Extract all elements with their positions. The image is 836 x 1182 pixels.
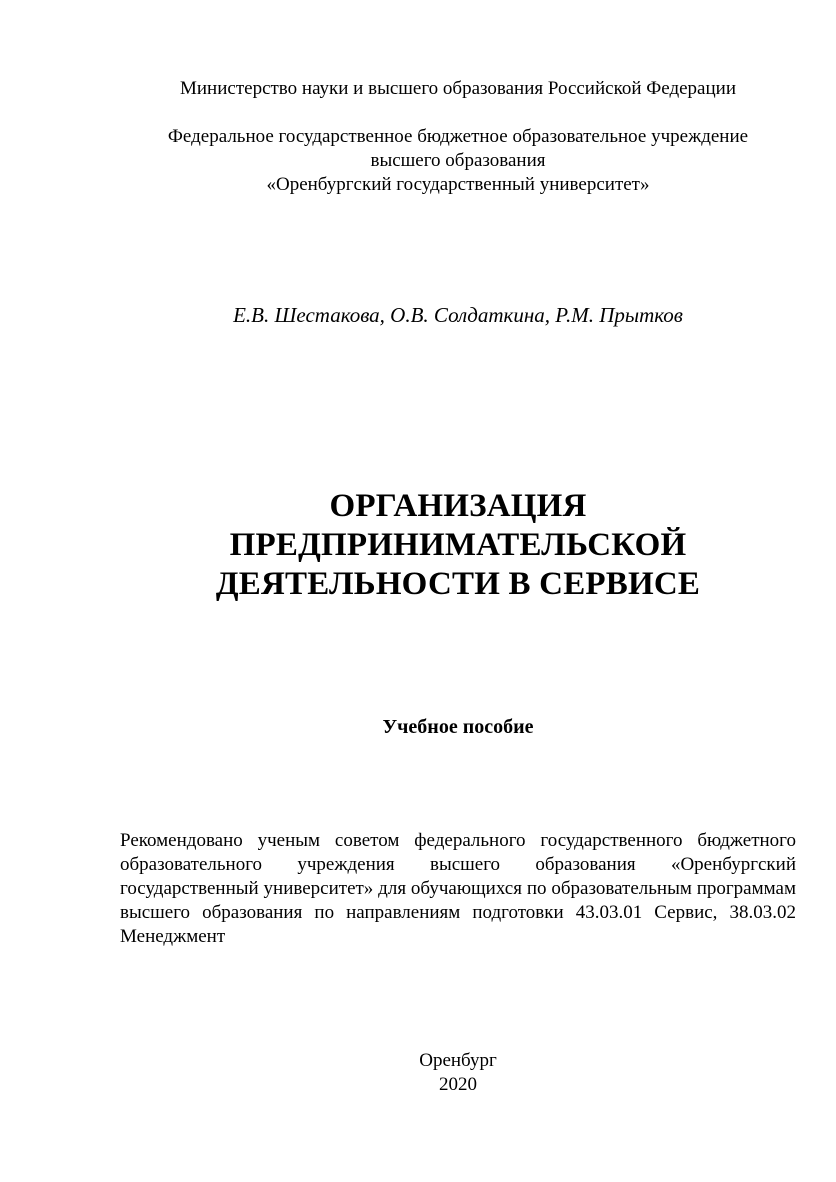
recommendation-text: Рекомендовано ученым советом федерального государственного бюджетного образовательного учреждения высшего образования «Оренбургский государственный университет» для обучающихся по образовательным программам высшего образования по направлениям подготовки 43.03.01 Сервис, 38.03.02 Менеджмент xyxy=(120,830,796,947)
book-title-line-1: ОРГАНИЗАЦИЯ xyxy=(329,488,587,524)
institution-line-3: «Оренбургский государственный университет» xyxy=(266,174,650,195)
institution-line-2: высшего образования xyxy=(370,150,546,171)
book-subtitle: Учебное пособие xyxy=(382,716,534,738)
publication-year: 2020 xyxy=(439,1074,477,1095)
publication-city: Оренбург xyxy=(419,1050,497,1071)
book-title-line-3: ДЕЯТЕЛЬНОСТИ В СЕРВИСЕ xyxy=(215,566,701,602)
book-title-line-2: ПРЕДПРИНИМАТЕЛЬСКОЙ xyxy=(229,527,687,563)
authors: Е.В. Шестакова, О.В. Солдаткина, Р.М. Прытков xyxy=(233,303,683,327)
institution-line-1: Федеральное государственное бюджетное образовательное учреждение xyxy=(167,126,749,147)
ministry-name: Министерство науки и высшего образования Российской Федерации xyxy=(180,78,736,99)
